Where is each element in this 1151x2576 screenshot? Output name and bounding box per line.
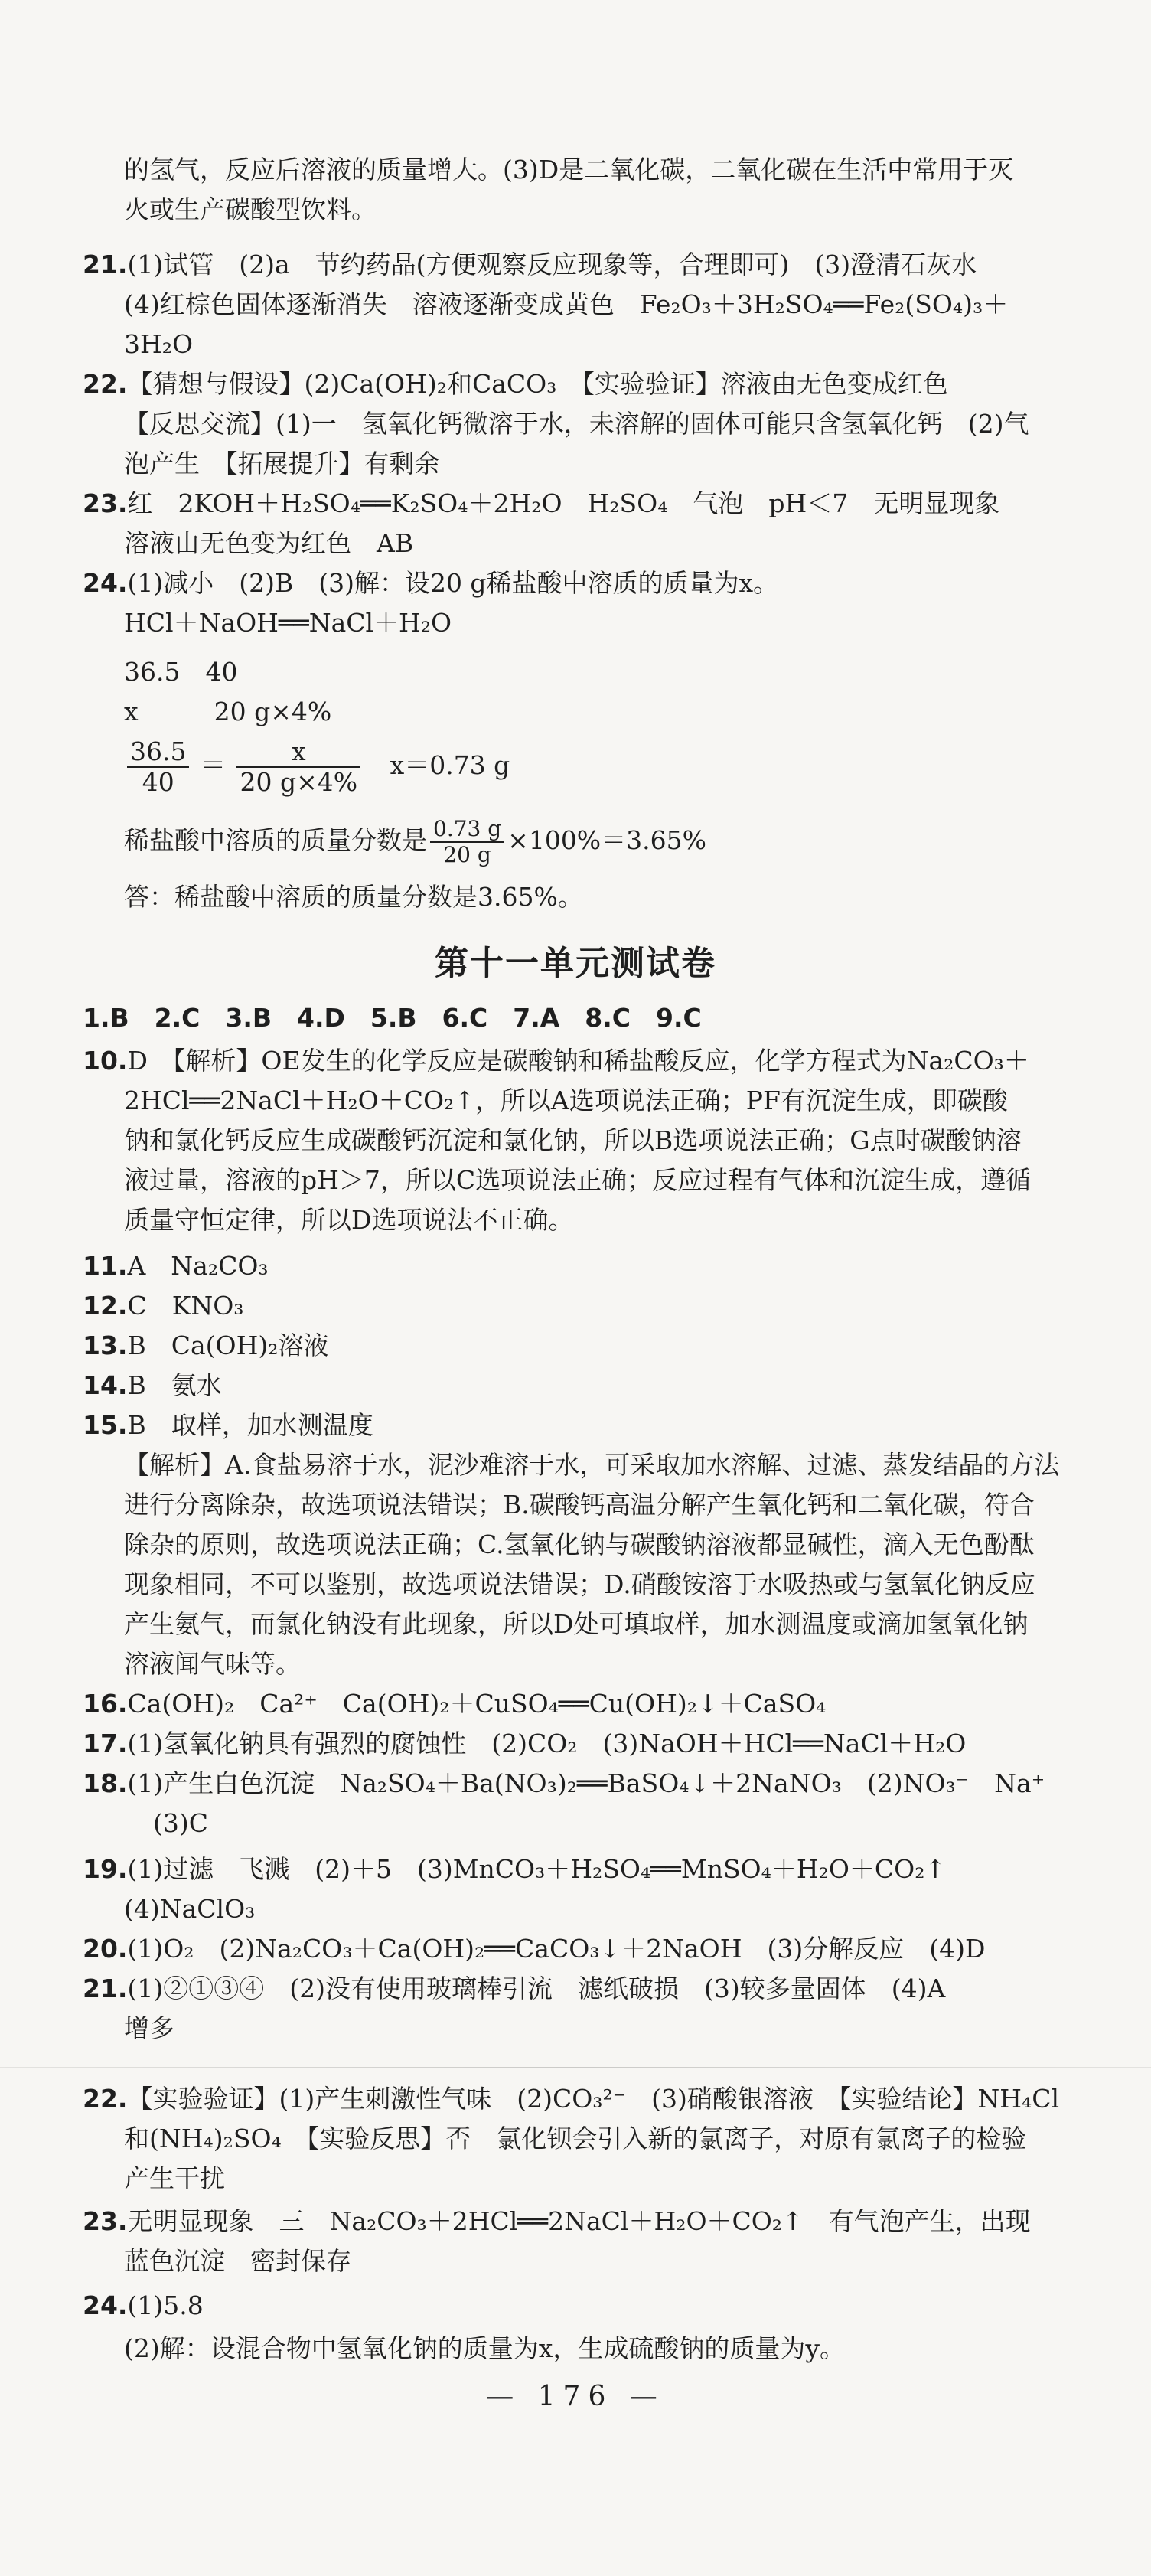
question-21-line: 21.(1)试管 (2)a 节约药品(方便观察反应现象等，合理即可) (3)澄清石灰水	[83, 250, 977, 279]
text-line: 36.5 40	[124, 657, 238, 687]
answers-1-9: 1.B 2.C 3.B 4.D 5.B 6.C 7.A 8.C 9.C	[83, 1003, 702, 1033]
question-22-line: 22.【实验验证】(1)产生刺激性气味 (2)CO₃²⁻ (3)硝酸银溶液 【实验结论】NH₄Cl	[83, 2084, 1060, 2114]
fraction: $\frac{x}{20 g\times 4\%}$	[236, 737, 360, 797]
text-line: 进行分离除杂，故选项说法错误；B.碳酸钙高温分解产生氧化钙和二氧化碳，符合	[124, 1490, 1035, 1520]
fraction: $\frac{0.73 g}{20 g}$	[430, 817, 504, 867]
text-line: x 20 g×4%	[124, 697, 332, 726]
text-line: 泡产生 【拓展提升】有剩余	[124, 449, 440, 478]
question-10-line: 10.D 【解析】OE发生的化学反应是碳酸钠和稀盐酸反应，化学方程式为Na₂CO₃＋	[83, 1046, 1029, 1076]
text-line: 蓝色沉淀 密封保存	[124, 2246, 351, 2276]
question-12-line: 12.C KNO₃	[83, 1291, 244, 1321]
text-line: 产生氨气，而氯化钠没有此现象，所以D处可填取样，加水测温度或滴加氢氧化钠	[124, 1609, 1029, 1639]
question-11-line: 11.A Na₂CO₃	[83, 1251, 269, 1281]
text-line: 和(NH₄)₂SO₄ 【实验反思】否 氯化钡会引入新的氯离子，对原有氯离子的检验	[124, 2124, 1027, 2153]
scan-fold-line	[0, 2067, 1151, 2068]
text-line: 产生干扰	[124, 2163, 225, 2193]
fraction: $\frac{36.5}{40}$	[127, 737, 189, 797]
text-line: 【解析】A.食盐易溶于水，泥沙难溶于水，可采取加水溶解、过滤、蒸发结晶的方法	[124, 1450, 1060, 1480]
mass-fraction-line: 稀盐酸中溶质的质量分数是 $\frac{0.73 g}{20 g}$ ×100%＝3.65%	[124, 816, 706, 867]
question-15-line: 15.B 取样，加水测温度	[83, 1410, 373, 1440]
text-line: 增多	[124, 2013, 174, 2043]
question-22-line: 22.【猜想与假设】(2)Ca(OH)₂和CaCO₃ 【实验验证】溶液由无色变成红色	[83, 369, 948, 399]
question-18-line: 18.(1)产生白色沉淀 Na₂SO₄＋Ba(NO₃)₂══BaSO₄↓＋2NaNO₃ (2)NO₃⁻ Na⁺	[83, 1768, 1045, 1798]
text-line: (2)解：设混合物中氢氧化钠的质量为x，生成硫酸钠的质量为y。	[124, 2333, 845, 2363]
text-line: 溶液闻气味等。	[124, 1649, 301, 1679]
text-line: 的氢气，反应后溶液的质量增大。(3)D是二氧化碳，二氧化碳在生活中常用于灭	[124, 155, 1014, 184]
answer-line: 答：稀盐酸中溶质的质量分数是3.65%。	[124, 882, 583, 912]
text-line: (4)红棕色固体逐渐消失 溶液逐渐变成黄色 Fe₂O₃＋3H₂SO₄══Fe₂(SO₄)₃＋	[124, 289, 1009, 319]
text-line: 火或生产碳酸型饮料。	[124, 194, 377, 224]
text-line: 现象相同，不可以鉴别，故选项说法错误；D.硝酸铵溶于水吸热或与氢氧化钠反应	[124, 1569, 1035, 1599]
question-19-line: 19.(1)过滤 飞溅 (2)＋5 (3)MnCO₃＋H₂SO₄══MnSO₄＋H₂O＋CO₂↑	[83, 1854, 947, 1884]
text-line: 3H₂O	[124, 329, 194, 359]
page-number: — 176 —	[486, 2381, 665, 2412]
question-24-line: 24.(1)减小 (2)B (3)解：设20 g稀盐酸中溶质的质量为x。	[83, 568, 779, 598]
question-24-line: 24.(1)5.8	[83, 2290, 204, 2320]
text-line: 液过量，溶液的pH＞7，所以C选项说法正确；反应过程有气体和沉淀生成，遵循	[124, 1165, 1032, 1195]
text-line: 【反思交流】(1)一 氢氧化钙微溶于水，未溶解的固体可能只含氢氧化钙 (2)气	[124, 409, 1029, 439]
text-line: 2HCl══2NaCl＋H₂O＋CO₂↑，所以A选项说法正确；PF有沉淀生成，即碳酸	[124, 1086, 1008, 1115]
equation-line: HCl＋NaOH══NaCl＋H₂O	[124, 608, 452, 638]
text-line: (3)C	[153, 1808, 208, 1838]
text-line: 质量守恒定律，所以D选项说法不正确。	[124, 1205, 574, 1235]
proportion-equation: $\frac{36.5}{40}$ ＝ $\frac{x}{20 g\times 4\%}$ x＝0.73 g	[124, 735, 510, 797]
question-17-line: 17.(1)氢氧化钠具有强烈的腐蚀性 (2)CO₂ (3)NaOH＋HCl══NaCl＋H₂O	[83, 1729, 967, 1758]
question-23-line: 23.无明显现象 三 Na₂CO₃＋2HCl══2NaCl＋H₂O＋CO₂↑ 有气泡产生，出现	[83, 2206, 1031, 2236]
question-21-line: 21.(1)②①③④ (2)没有使用玻璃棒引流 滤纸破损 (3)较多量固体 (4)A	[83, 1974, 946, 2003]
text-line: 溶液由无色变为红色 AB	[124, 528, 414, 558]
text-line: 除杂的原则，故选项说法正确；C.氢氧化钠与碳酸钠溶液都显碱性，滴入无色酚酞	[124, 1530, 1035, 1559]
question-14-line: 14.B 氨水	[83, 1370, 222, 1400]
question-23-line: 23.红 2KOH＋H₂SO₄══K₂SO₄＋2H₂O H₂SO₄ 气泡 pH＜7 无明显现象	[83, 488, 1000, 518]
section-title: 第十一单元测试卷	[435, 944, 716, 983]
question-20-line: 20.(1)O₂ (2)Na₂CO₃＋Ca(OH)₂══CaCO₃↓＋2NaOH (3)分解反应 (4)D	[83, 1934, 986, 1964]
question-13-line: 13.B Ca(OH)₂溶液	[83, 1330, 329, 1360]
question-16-line: 16.Ca(OH)₂ Ca²⁺ Ca(OH)₂＋CuSO₄══Cu(OH)₂↓＋CaSO₄	[83, 1689, 827, 1719]
text-line: 钠和氯化钙反应生成碳酸钙沉淀和氯化钠，所以B选项说法正确；G点时碳酸钠溶	[124, 1125, 1022, 1155]
text-line: (4)NaClO₃	[124, 1894, 256, 1924]
